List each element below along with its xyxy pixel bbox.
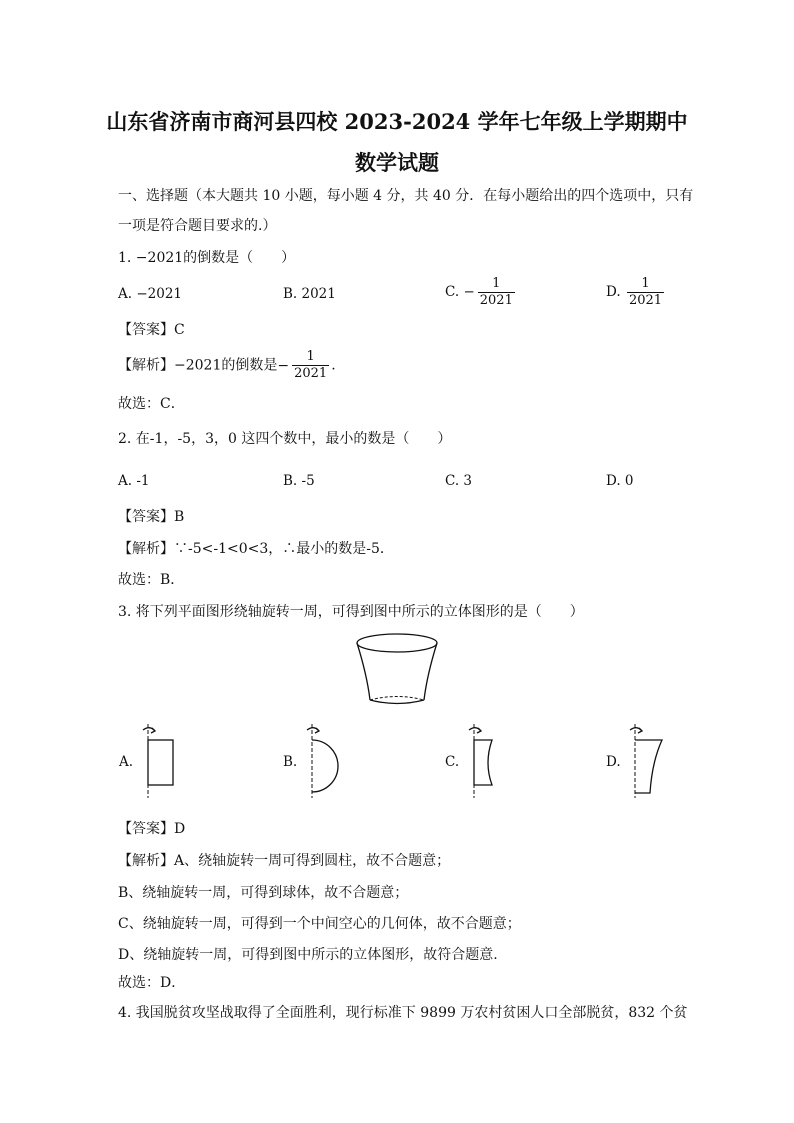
question-3-answer: 【答案】D [118, 821, 186, 837]
question-2-stem: 2. 在-1，-5，3，0 这四个数中，最小的数是（ ） [118, 431, 452, 447]
question-2-option-b: B. -5 [283, 473, 315, 489]
question-1-analysis [118, 349, 336, 382]
page-subtitle: 数学试题 [355, 150, 439, 175]
analysis-suffix: . [331, 357, 336, 374]
question-4-stem: 4. 我国脱贫攻坚战取得了全面胜利，现行标准下 9899 万农村贫困人口全部脱贫，832 个贫 [118, 1005, 688, 1021]
question-2-analysis: 【解析】∵-5<-1<0<3，∴最小的数是-5． [118, 541, 394, 557]
question-3-option-b: B. [283, 754, 298, 770]
question-1-option-d [606, 276, 666, 309]
fraction-numerator: 1 [492, 276, 501, 291]
question-1-option-b: B. 2021 [283, 286, 336, 302]
analysis-prefix: 【解析】−2021的倒数是 [118, 357, 278, 374]
question-3-analysis-line3: C、绕轴旋转一周，可得到一个中间空心的几何体，故不合题意； [118, 916, 521, 932]
question-1-answer: 【答案】C [118, 322, 185, 338]
option-c-fraction [478, 276, 515, 309]
page-title: 山东省济南市商河县四校 2023-2024 学年七年级上学期期中 [106, 109, 688, 134]
fraction-denominator: 2021 [479, 293, 513, 308]
fraction-denominator: 2021 [294, 366, 328, 381]
question-1-option-a: A. −2021 [118, 286, 182, 302]
fraction-numerator: 1 [641, 276, 650, 291]
question-3-analysis-line4: D、绕轴旋转一周，可得到图中所示的立体图形，故符合题意. [118, 947, 498, 963]
option-b-semicircle-figure [302, 722, 347, 802]
question-1-conclusion: 故选：C． [118, 396, 185, 412]
question-3-stem: 3. 将下列平面图形绕轴旋转一周，可得到图中所示的立体图形的是（ ） [118, 604, 584, 620]
section-instructions-line2: 一项是符合题目要求的.） [118, 218, 277, 234]
question-3-analysis-line2: B、绕轴旋转一周，可得到球体，故不合题意； [118, 885, 409, 901]
question-2-option-c: C. 3 [445, 473, 473, 489]
fraction-numerator: 1 [306, 349, 315, 364]
question-1-stem: 1. −2021的倒数是（ ） [118, 250, 296, 266]
option-d-trapezoid-figure [625, 722, 670, 802]
option-a-rectangle-figure [138, 722, 183, 802]
fraction-denominator: 2021 [628, 293, 663, 308]
question-3-option-a: A. [119, 754, 134, 770]
question-2-option-d: D. 0 [606, 473, 634, 489]
analysis-fraction [292, 349, 329, 382]
frustum-figure [350, 630, 450, 710]
section-instructions-line1: 一、选择题（本大题共 10 小题，每小题 4 分，共 40 分．在每小题给出的四个选项中，只有 [118, 188, 694, 204]
question-2-option-a: A. -1 [118, 473, 150, 489]
analysis-sign: − [277, 357, 290, 374]
option-d-label: D. [606, 284, 621, 300]
question-3-option-c: C. [445, 754, 460, 770]
option-d-fraction [627, 276, 664, 309]
question-3-analysis-line1: 【解析】A、绕轴旋转一周可得到圆柱，故不合题意； [118, 853, 451, 869]
question-2-conclusion: 故选：B． [118, 572, 185, 588]
option-c-sign: − [463, 284, 475, 300]
question-3-conclusion: 故选：D． [118, 975, 186, 991]
option-c-concave-figure [464, 722, 509, 802]
question-1-option-c [445, 276, 517, 309]
question-2-answer: 【答案】B [118, 509, 185, 525]
question-3-option-d: D. [606, 754, 621, 770]
option-c-label: C. [445, 284, 460, 300]
